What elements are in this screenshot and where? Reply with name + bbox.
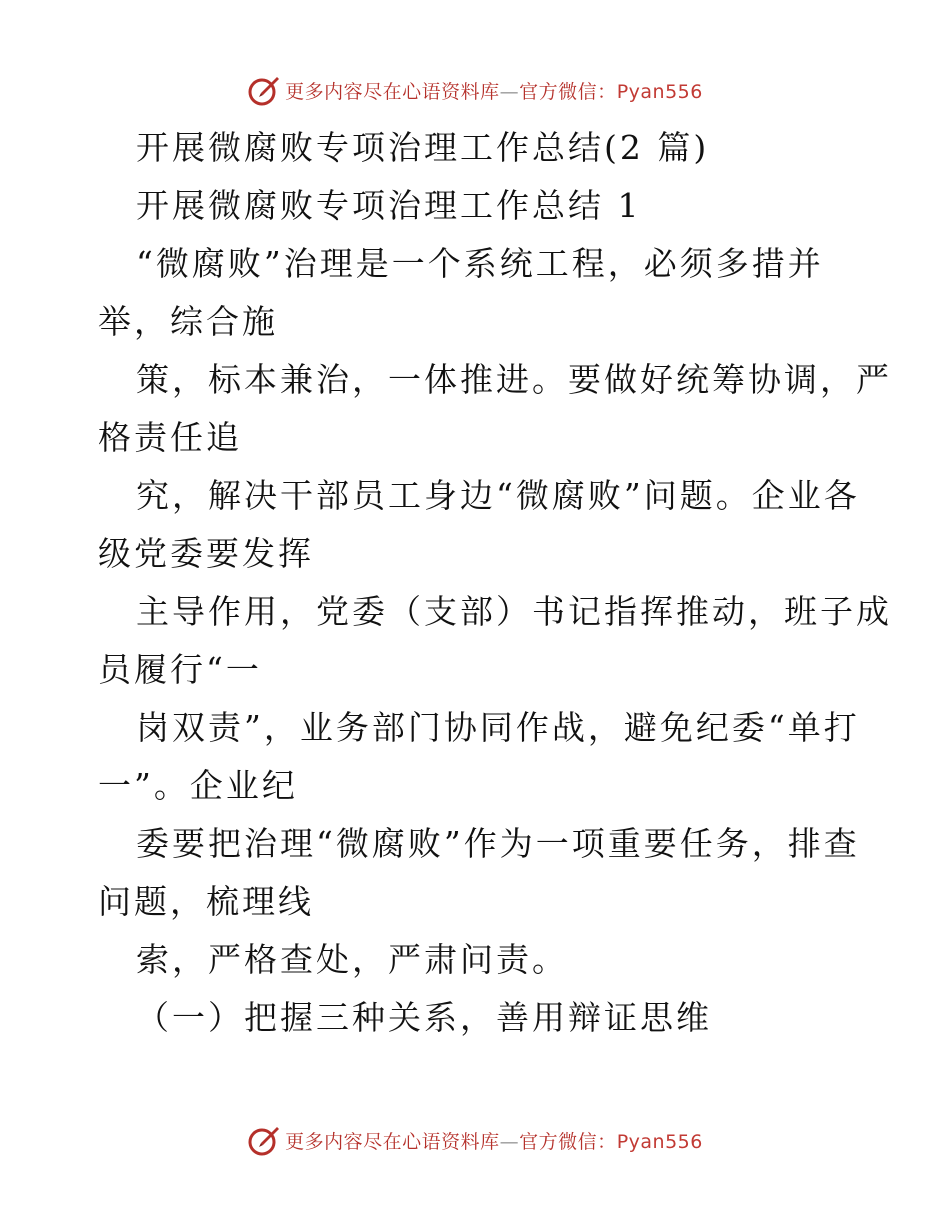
paragraph-line: 策，标本兼治，一体推进。要做好统筹协调，严 — [136, 360, 892, 399]
subsection-heading: （一）把握三种关系，善用辩证思维 — [136, 998, 712, 1037]
paragraph-line: 格责任追 — [98, 418, 242, 457]
paragraph-line: 级党委要发挥 — [98, 534, 314, 573]
paragraph-line: “微腐败”治理是一个系统工程，必须多措并 — [136, 244, 824, 283]
paragraph-line: 员履行“一 — [98, 650, 262, 689]
paragraph-line: 岗双责”，业务部门协同作战，避免纪委“单打 — [136, 708, 860, 747]
paragraph-line: 委要把治理“微腐败”作为一项重要任务，排查 — [136, 824, 860, 863]
section-heading: 开展微腐败专项治理工作总结 1 — [136, 186, 642, 225]
header-watermark — [0, 70, 950, 110]
paragraph-line: 索，严格查处，严肃问责。 — [136, 940, 568, 979]
paragraph-line: 举，综合施 — [98, 302, 278, 341]
watermark-text: 更多内容尽在心语资料库—官方微信：Pyan556 — [285, 1130, 703, 1153]
paragraph-line: 一”。企业纪 — [98, 766, 298, 805]
quill-logo-icon — [247, 1123, 281, 1157]
paragraph-line: 问题，梳理线 — [98, 882, 314, 921]
watermark-text: 更多内容尽在心语资料库—官方微信：Pyan556 — [285, 80, 703, 103]
document-title: 开展微腐败专项治理工作总结(2 篇) — [136, 128, 710, 167]
quill-logo-icon — [247, 73, 281, 107]
paragraph-line: 究，解决干部员工身边“微腐败”问题。企业各 — [136, 476, 860, 515]
paragraph-line: 主导作用，党委（支部）书记指挥推动，班子成 — [136, 592, 892, 631]
footer-watermark — [0, 1120, 950, 1160]
